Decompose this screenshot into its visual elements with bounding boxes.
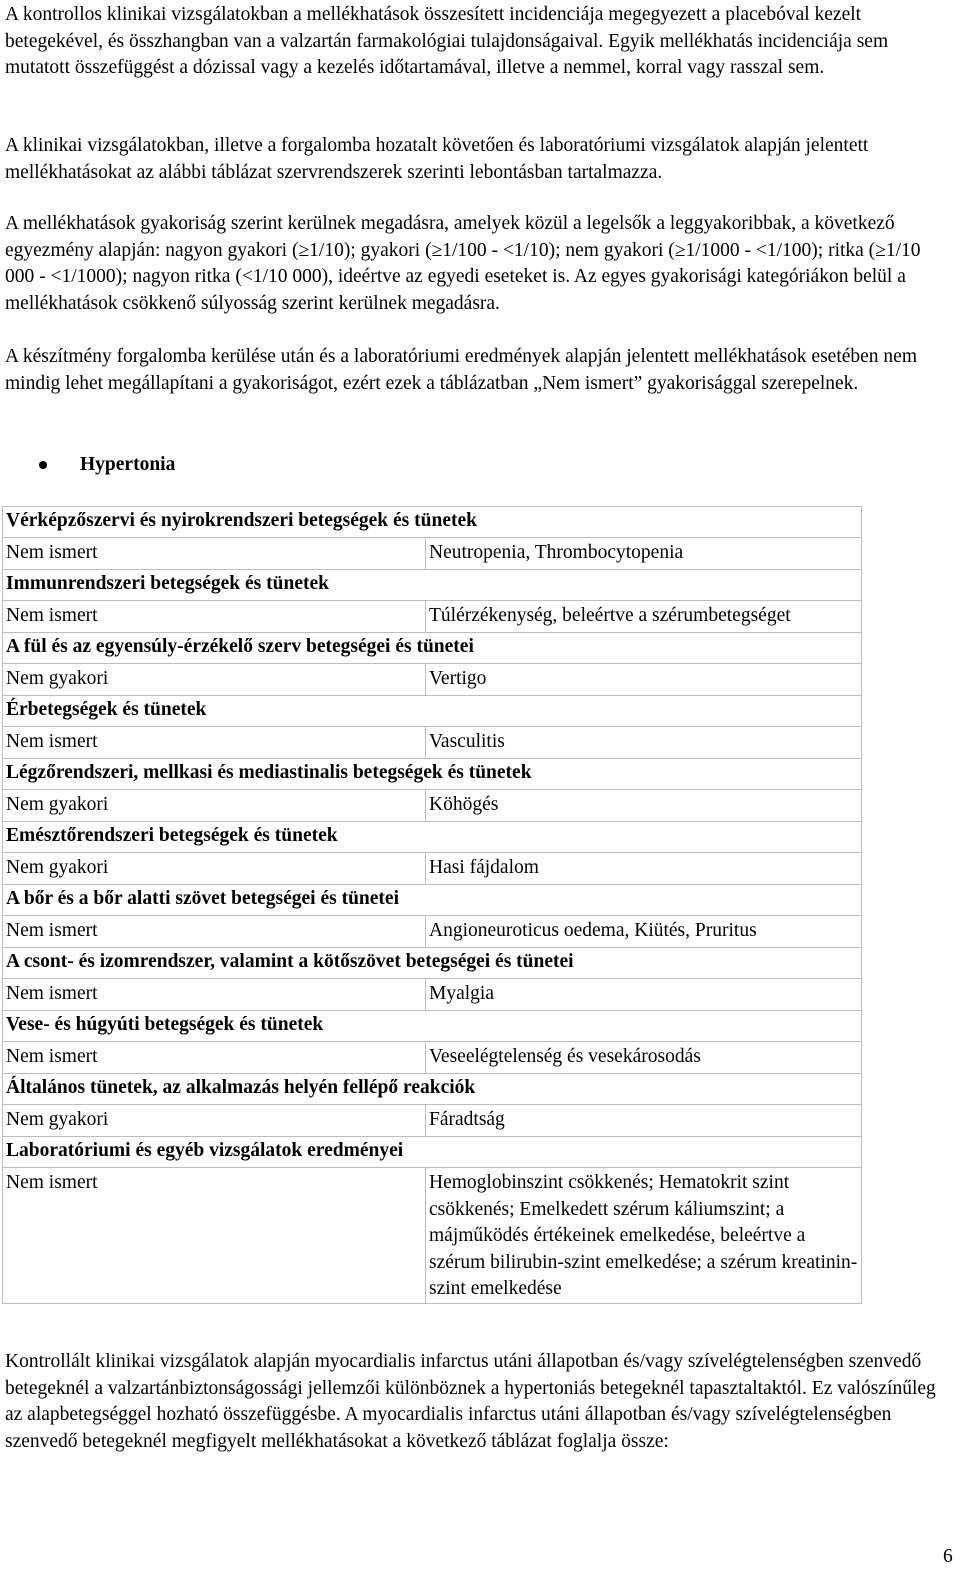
frequency-cell: Nem gyakori: [3, 790, 426, 822]
organ-system-category: Légzőrendszeri, mellkasi és mediastinalis betegségek és tünetek: [3, 759, 862, 790]
table-body: [3, 507, 862, 1304]
frequency-cell: Nem gyakori: [3, 1105, 426, 1137]
frequency-cell: Nem ismert: [3, 601, 426, 633]
category-row: [3, 948, 862, 979]
organ-system-category: A bőr és a bőr alatti szövet betegségei és tünetei: [3, 885, 862, 916]
adverse-reaction-cell: Hasi fájdalom: [426, 853, 862, 885]
organ-system-category: A fül és az egyensúly-érzékelő szerv betegségei és tünetei: [3, 633, 862, 664]
frequency-cell: Nem ismert: [3, 979, 426, 1011]
adverse-reaction-cell: Hemoglobinszint csökkenés; Hematokrit szint csökkenés; Emelkedett szérum káliumszint; a májműködés értékeinek emelkedése, beleértve a szérum bilirubin-szint emelkedése; a szérum kreatinin-szint emelkedése: [426, 1168, 862, 1304]
table-row: [3, 979, 862, 1011]
category-row: [3, 633, 862, 664]
organ-system-category: Általános tünetek, az alkalmazás helyén fellépő reakciók: [3, 1074, 862, 1105]
frequency-cell: Nem ismert: [3, 538, 426, 570]
frequency-cell: Nem gyakori: [3, 664, 426, 696]
adverse-reaction-cell: Myalgia: [426, 979, 862, 1011]
table-row: [3, 1042, 862, 1074]
table-row: [3, 916, 862, 948]
table-row: [3, 601, 862, 633]
unknown-frequency-paragraph: A készítmény forgalomba kerülése után és a laboratóriumi eredmények alapján jelentett mellékhatások esetében nem mindig lehet megállapítani a gyakoriságot, ezért ezek a táblázatban „Nem ismert” gyakorisággal szerepelnek.: [5, 346, 918, 394]
intro-paragraph: A kontrollos klinikai vizsgálatokban a mellékhatások összesített incidenciája megegyezett a placebóval kezelt betegekével, és összhangban van a valzartán farmakológiai tulajdonságaival. Egyik mellékhatás incidenciája sem mutatott összefüggést a dózissal vagy a kezelés időtartamával, illetve a nemmel, korral vagy rasszal sem.: [5, 4, 889, 78]
organ-system-category: Laboratóriumi és egyéb vizsgálatok eredményei: [3, 1137, 862, 1168]
category-row: [3, 1137, 862, 1168]
adverse-reaction-cell: Vasculitis: [426, 727, 862, 759]
table-row: [3, 538, 862, 570]
frequency-convention-paragraph: A mellékhatások gyakoriság szerint kerülnek megadásra, amelyek közül a legelsők a leggyakoribbak, a következő egyezmény alapján: nagyon gyakori (≥1/10); gyakori (≥1/100 - <1/10); nem gyakori (≥1/1000 - <1/100); ritka (≥1/10 000 - <1/1000); nagyon ritka (<1/10 000), ideértve az egyedi eseteket is. Az egyes gyakorisági kategóriákon belül a mellékhatások csökkenő súlyosság szerint kerülnek megadásra.: [5, 213, 921, 314]
table-row: [3, 853, 862, 885]
table-row: [3, 1168, 862, 1304]
organ-system-category: A csont- és izomrendszer, valamint a kötőszövet betegségei és tünetei: [3, 948, 862, 979]
table-row: [3, 790, 862, 822]
table-intro-paragraph: A klinikai vizsgálatokban, illetve a forgalomba hozatalt követően és laboratóriumi vizsgálatok alapján jelentett mellékhatásokat az alábbi táblázat szervrendszerek szerinti lebontásban tartalmazza.: [5, 135, 869, 183]
frequency-cell: Nem ismert: [3, 727, 426, 759]
frequency-cell: Nem gyakori: [3, 853, 426, 885]
category-row: [3, 1011, 862, 1042]
bullet-icon: [39, 461, 47, 469]
organ-system-category: Immunrendszeri betegségek és tünetek: [3, 570, 862, 601]
organ-system-category: Vese- és húgyúti betegségek és tünetek: [3, 1011, 862, 1042]
frequency-cell: Nem ismert: [3, 1168, 426, 1304]
table-row: [3, 727, 862, 759]
adverse-reaction-cell: Veseelégtelenség és vesekárosodás: [426, 1042, 862, 1074]
category-row: [3, 885, 862, 916]
organ-system-category: Vérképzőszervi és nyirokrendszeri betegségek és tünetek: [3, 507, 862, 538]
adverse-reaction-cell: Fáradtság: [426, 1105, 862, 1137]
page-number: 6: [943, 1546, 953, 1567]
category-row: [3, 570, 862, 601]
category-row: [3, 822, 862, 853]
table-row: [3, 1105, 862, 1137]
category-row: [3, 696, 862, 727]
category-row: [3, 759, 862, 790]
category-row: [3, 1074, 862, 1105]
table-row: [3, 664, 862, 696]
frequency-cell: Nem ismert: [3, 916, 426, 948]
organ-system-category: Emésztőrendszeri betegségek és tünetek: [3, 822, 862, 853]
organ-system-category: Érbetegségek és tünetek: [3, 696, 862, 727]
frequency-cell: Nem ismert: [3, 1042, 426, 1074]
adverse-reaction-cell: Angioneuroticus oedema, Kiütés, Pruritus: [426, 916, 862, 948]
adverse-reactions-table: [2, 506, 862, 1304]
adverse-reaction-cell: Neutropenia, Thrombocytopenia: [426, 538, 862, 570]
section-heading: Hypertonia: [80, 454, 176, 475]
adverse-reaction-cell: Túlérzékenység, beleértve a szérumbetegséget: [426, 601, 862, 633]
post-mi-paragraph: Kontrollált klinikai vizsgálatok alapján myocardialis infarctus utáni állapotban és/vagy szívelégtelenségben szenvedő betegeknél a valzartánbiztonságossági jellemzői különböznek a hypertoniás betegeknél tapasztaltaktól. Ez valószínűleg az alapbetegséggel hozható összefüggésbe. A myocardialis infarctus utáni állapotban és/vagy szívelégtelenségben szenvedő betegeknél megfigyelt mellékhatásokat a következő táblázat foglalja össze:: [5, 1351, 936, 1452]
category-row: [3, 507, 862, 538]
adverse-reaction-cell: Vertigo: [426, 664, 862, 696]
adverse-reaction-cell: Köhögés: [426, 790, 862, 822]
